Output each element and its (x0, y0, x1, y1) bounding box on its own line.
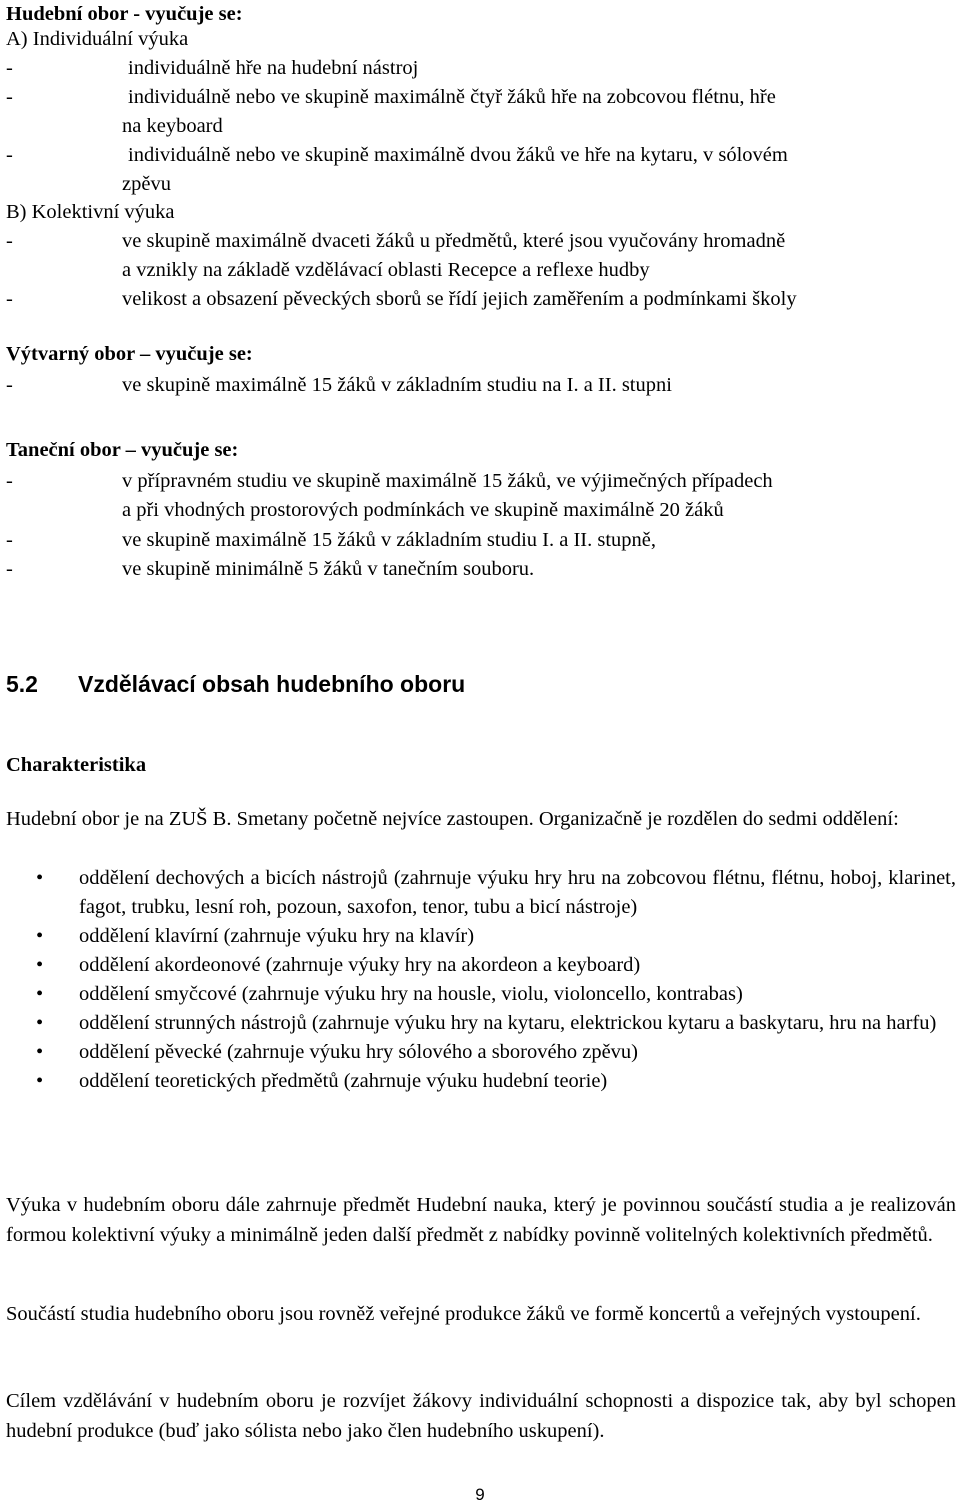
list-item-continuation: zpěvu (122, 173, 171, 195)
music-b-heading: B) Kolektivní výuka (6, 201, 175, 223)
characteristics-heading: Charakteristika (6, 754, 147, 776)
section-title: Vzdělávací obsah hudebního oboru (78, 671, 466, 697)
dash-marker: - (6, 86, 13, 108)
list-item: • oddělení akordeonové (zahrnuje výuky hry na akordeon a keyboard) (6, 951, 956, 980)
music-a-heading: A) Individuální výuka (6, 28, 189, 50)
list-item-continuation: a při vhodných prostorových podmínkách ve skupině maximálně 20 žáků (122, 499, 724, 521)
list-item: • oddělení strunných nástrojů (zahrnuje výuku hry na kytaru, elektrickou kytaru a baskytaru, hru na harfu) (6, 1009, 956, 1038)
paragraph-public-performances: Součástí studia hudebního oboru jsou rovněž veřejné produkce žáků ve formě koncertů a veřejných vystoupení. (6, 1303, 921, 1325)
department-list (6, 864, 956, 1096)
dash-marker: - (6, 144, 13, 166)
list-item: • oddělení teoretických předmětů (zahrnuje výuku hudební teorie) (6, 1067, 956, 1096)
list-item: • oddělení pěvecké (zahrnuje výuku hry sólového a sborového zpěvu) (6, 1038, 956, 1067)
intro-paragraph: Hudební obor je na ZUŠ B. Smetany početně nejvíce zastoupen. Organizačně je rozdělen do sedmi oddělení: (6, 808, 899, 830)
music-title: Hudební obor - vyučuje se: (6, 3, 243, 25)
list-item: • oddělení smyčcové (zahrnuje výuku hry na housle, violu, violoncello, kontrabas) (6, 980, 956, 1009)
paragraph-goal: Cílem vzdělávání v hudebním oboru je rozvíjet žákovy individuální schopnosti a dispozice tak, aby byl schopen hudební produkce (buď jako sólista nebo jako člen hudebního uskupení). (6, 1390, 956, 1442)
list-item: • oddělení dechových a bicích nástrojů (zahrnuje výuku hry hru na zobcovou flétnu, flétnu, hoboj, klarinet, fagot, trubku, lesní roh, pozoun, saxofon, tenor, tubu a bicí nástroje) (6, 864, 956, 922)
dash-marker: - (6, 288, 13, 310)
list-item: • oddělení klavírní (zahrnuje výuku hry na klavír) (6, 922, 956, 951)
section-heading (6, 671, 465, 698)
dash-marker: - (6, 470, 13, 492)
list-item-continuation: a vznikly na základě vzdělávací oblasti Recepce a reflexe hudby (122, 259, 650, 281)
dash-marker: - (6, 230, 13, 252)
art-title: Výtvarný obor – vyučuje se: (6, 343, 253, 365)
page-number: 9 (475, 1485, 485, 1504)
dance-title: Taneční obor – vyučuje se: (6, 439, 239, 461)
dash-marker: - (6, 374, 13, 396)
dash-marker: - (6, 57, 13, 79)
section-number: 5.2 (6, 671, 38, 697)
paragraph-music-theory: Výuka v hudebním oboru dále zahrnuje předmět Hudební nauka, který je povinnou součástí studia a je realizován formou kolektivní výuky a minimálně jeden další předmět z nabídky povinně volitelných kolektivních předmětů. (6, 1194, 956, 1246)
list-item-continuation: na keyboard (122, 115, 223, 137)
dash-marker: - (6, 529, 13, 551)
dash-marker: - (6, 558, 13, 580)
